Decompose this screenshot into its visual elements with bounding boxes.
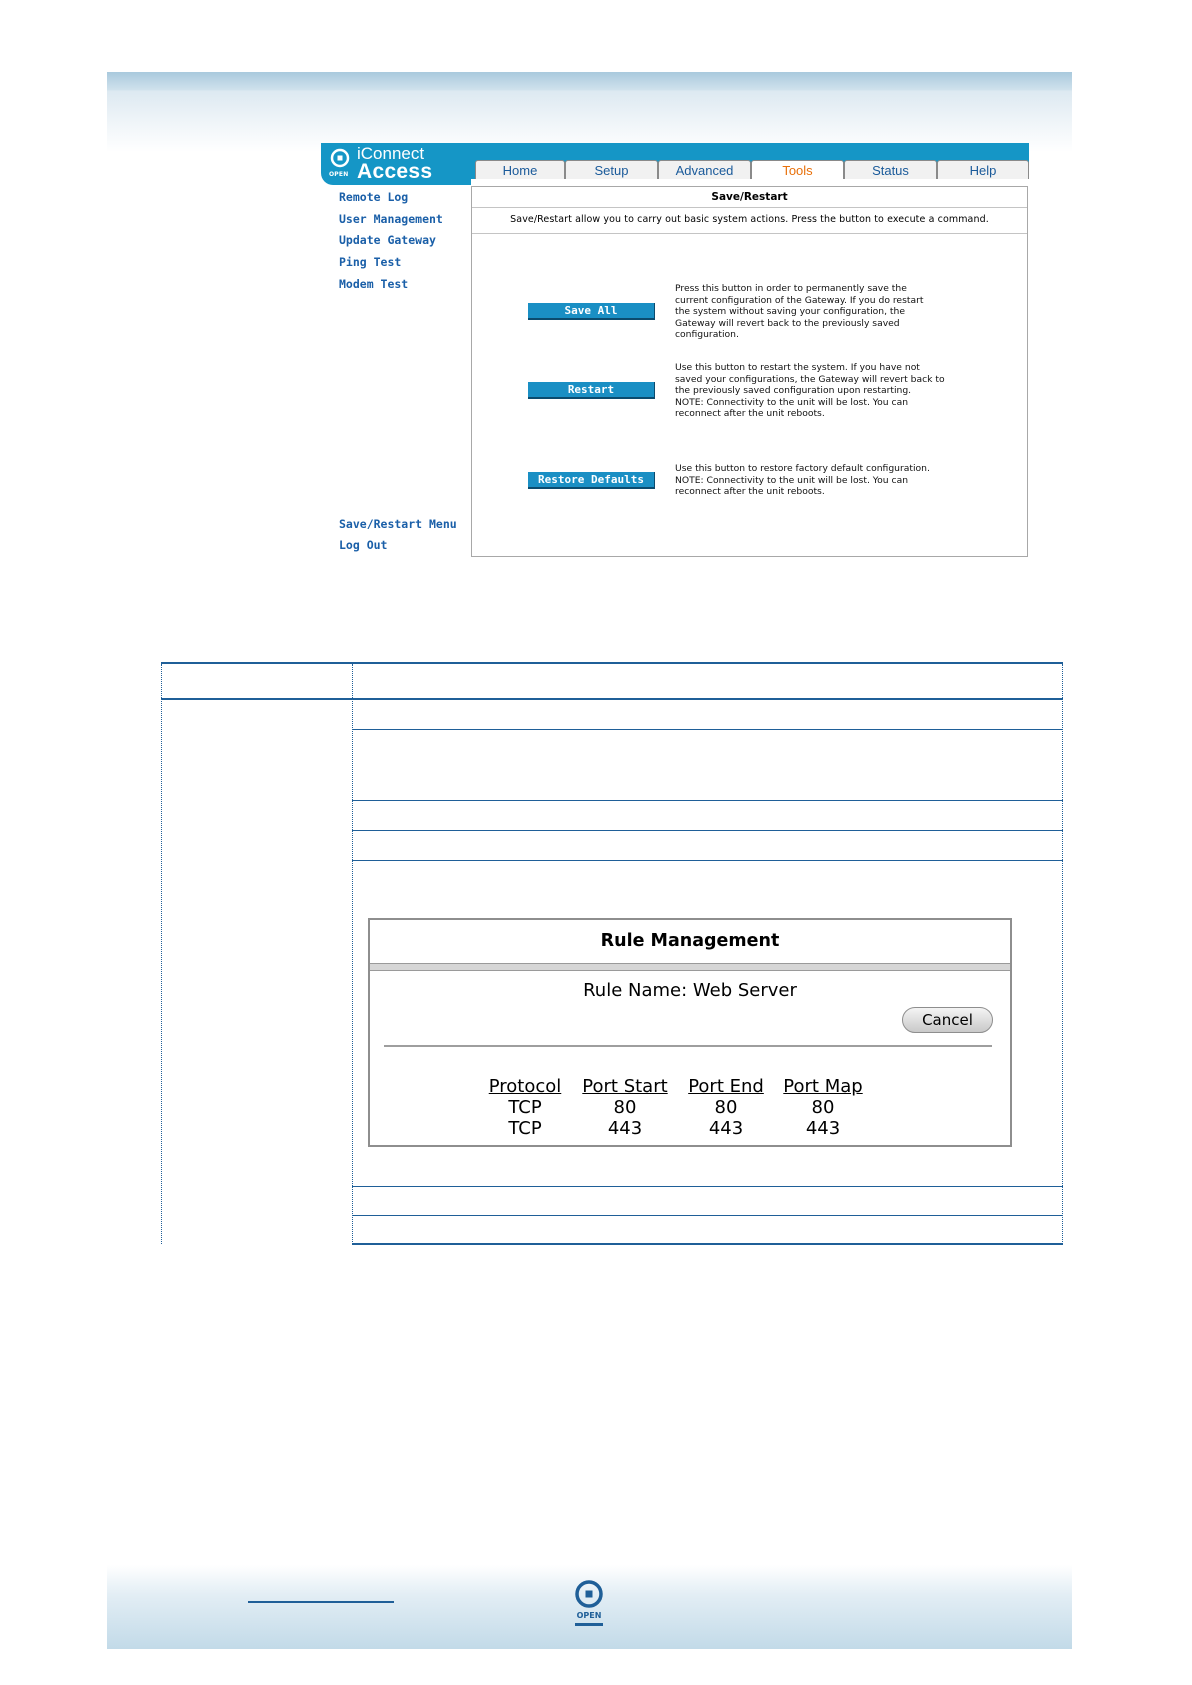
- sidebar-item-ping-test[interactable]: Ping Test: [339, 255, 402, 269]
- panel-title: Save/Restart: [711, 191, 788, 203]
- footer-link-underline: [248, 1601, 394, 1603]
- description-line: the previously saved configuration upon restarting.: [675, 385, 912, 396]
- tab-setup[interactable]: Setup: [565, 160, 658, 179]
- table-cell: 443: [708, 1118, 744, 1139]
- sidebar-item-save-restart-menu[interactable]: Save/Restart Menu: [339, 517, 457, 531]
- table-cell: TCP: [508, 1097, 542, 1118]
- restart-description: [675, 362, 995, 420]
- sidebar-item-user-management[interactable]: User Management: [339, 212, 443, 226]
- table-cell: 443: [805, 1118, 841, 1139]
- rule-name-value: Web Server: [692, 980, 797, 1001]
- cancel-button[interactable]: Cancel: [902, 1007, 993, 1033]
- save-all-button[interactable]: Save All: [528, 303, 655, 320]
- tab-help[interactable]: Help: [937, 160, 1029, 179]
- description-line: Gateway will revert back to the previously saved: [675, 317, 900, 329]
- sidebar-item-update-gateway[interactable]: Update Gateway: [339, 233, 436, 247]
- description-line: reconnect after the unit reboots.: [675, 408, 825, 419]
- table-bottom-rule: [352, 1243, 1063, 1245]
- table-cell: 80: [613, 1097, 637, 1118]
- logo-access-text: Access: [357, 160, 433, 183]
- table-right-border: [1062, 664, 1063, 1244]
- table-cell: 80: [714, 1097, 738, 1118]
- rule-management-title: Rule Management: [600, 931, 780, 951]
- description-line: the system without saving your configuration, the: [675, 306, 906, 317]
- table-row-rule: [352, 729, 1063, 730]
- table-left-border: [161, 664, 162, 1244]
- table-row-rule: [352, 1215, 1063, 1216]
- description-line: saved your configurations, the Gateway will revert back to: [675, 373, 945, 385]
- panel-divider: [472, 233, 1027, 234]
- description-line: Press this button in order to permanently save the: [675, 283, 907, 294]
- table-header-rule: [161, 698, 1063, 700]
- table-cell: 443: [607, 1118, 643, 1139]
- open-logo-icon: [572, 1580, 606, 1632]
- page-header-band: [107, 72, 1072, 152]
- description-line: Use this button to restart the system. If you have not: [675, 362, 920, 373]
- restore-defaults-button[interactable]: Restore Defaults: [528, 472, 655, 489]
- description-line: NOTE: Connectivity to the unit will be lost. You can: [675, 396, 909, 408]
- table-cell: 80: [811, 1097, 835, 1118]
- restart-button[interactable]: Restart: [528, 382, 655, 399]
- table-row-rule: [352, 860, 1063, 861]
- logo-open-text: OPEN: [329, 171, 349, 178]
- panel-divider: [472, 207, 1027, 208]
- tab-bar-top: [471, 143, 1029, 159]
- column-header-port-end: Port End: [688, 1076, 764, 1097]
- logo-iconnect-text: iConnect: [357, 144, 425, 163]
- sidebar-item-log-out[interactable]: Log Out: [339, 538, 388, 552]
- table-top-rule: [161, 662, 1063, 664]
- description-line: NOTE: Connectivity to the unit will be lost. You can: [675, 474, 909, 486]
- description-line: configuration.: [675, 329, 739, 340]
- rule-name-label: Rule Name:: [583, 980, 688, 1001]
- tab-status[interactable]: Status: [844, 160, 937, 179]
- table-cell: TCP: [508, 1118, 542, 1139]
- restore-defaults-description: [675, 463, 995, 498]
- panel-description: Save/Restart allow you to carry out basic system actions. Press the button to execute a command.: [510, 214, 989, 225]
- sidebar-item-remote-log[interactable]: Remote Log: [339, 190, 409, 204]
- tab-tools[interactable]: Tools: [751, 160, 844, 179]
- sidebar-item-modem-test[interactable]: Modem Test: [339, 277, 409, 291]
- open-circle-icon: [330, 148, 350, 168]
- save-all-description: [675, 283, 995, 341]
- column-header-port-start: Port Start: [582, 1076, 668, 1097]
- column-header-port-map: Port Map: [783, 1076, 863, 1097]
- tab-home[interactable]: Home: [475, 160, 565, 179]
- description-line: current configuration of the Gateway. If you do restart: [675, 294, 924, 306]
- rule-management-bar: [370, 963, 1010, 971]
- table-row-rule: [352, 800, 1063, 801]
- tab-advanced[interactable]: Advanced: [658, 160, 751, 179]
- rule-name: [370, 980, 1010, 1001]
- table-row-rule: [352, 830, 1063, 831]
- rule-management-divider: [384, 1045, 992, 1047]
- description-line: reconnect after the unit reboots.: [675, 486, 825, 497]
- column-header-protocol: Protocol: [488, 1076, 562, 1097]
- footer-logo-text: OPEN: [576, 1611, 602, 1620]
- table-row-rule: [352, 1186, 1063, 1187]
- table-column-divider: [352, 664, 353, 1244]
- description-line: Use this button to restore factory default configuration.: [675, 463, 930, 474]
